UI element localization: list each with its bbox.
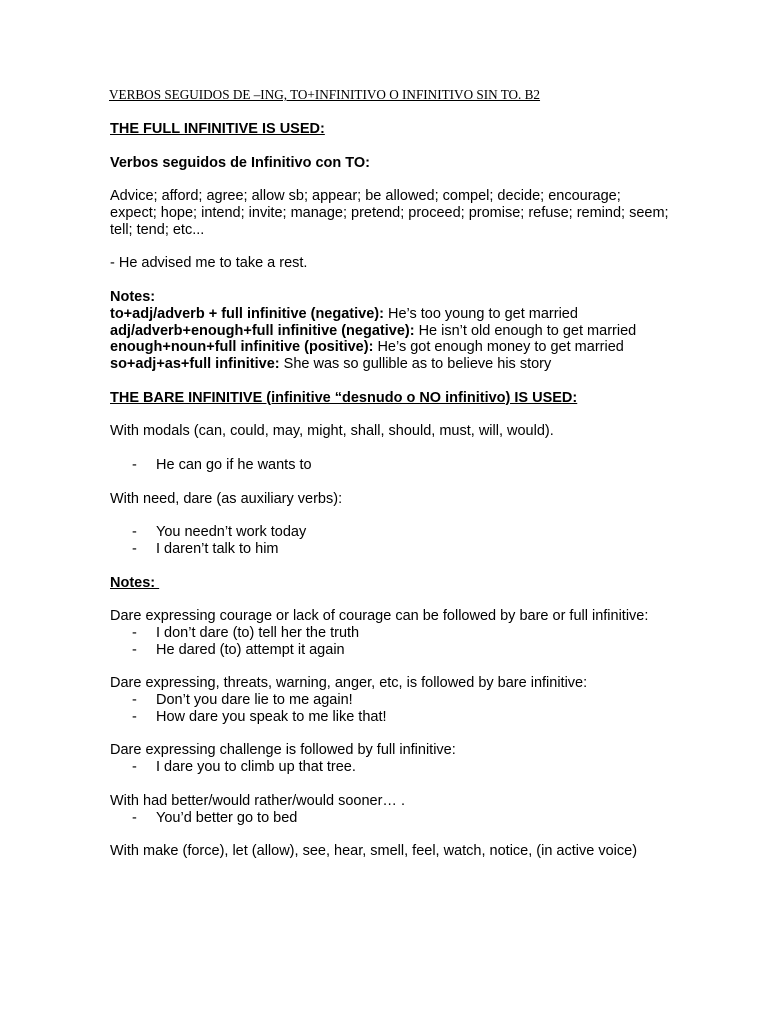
bullet-dash: - — [132, 624, 137, 641]
modals-examples — [110, 457, 670, 474]
note-line — [110, 339, 670, 356]
dare-challenge-examples — [110, 759, 670, 776]
list-item — [110, 524, 670, 541]
note-example: He’s got enough money to get married — [373, 339, 624, 356]
bare-notes-label: Notes: — [110, 574, 160, 591]
document-title: VERBOS SEGUIDOS DE –ING, TO+INFINITIVO O INFINITIVO SIN TO. B2 — [109, 87, 541, 102]
example-text: I dare you to climb up that tree. — [156, 759, 356, 776]
dare-threats-examples — [110, 692, 670, 726]
list-item — [110, 709, 670, 726]
had-better-text: With had better/would rather/would sooner… . — [110, 792, 405, 809]
example-text: You’d better go to bed — [156, 809, 298, 826]
note-rule: to+adj/adverb + full infinitive (negative): — [110, 305, 384, 322]
example-text: He can go if he wants to — [156, 456, 312, 473]
list-item — [110, 692, 670, 709]
bare-infinitive-heading: THE BARE INFINITIVE (infinitive “desnudo o NO infinitivo) IS USED: — [110, 389, 578, 406]
list-item — [110, 759, 670, 776]
note-example: He’s too young to get married — [383, 305, 578, 322]
document-body — [110, 121, 670, 860]
dare-challenge-text: Dare expressing challenge is followed by full infinitive: — [110, 742, 456, 759]
modals-text: With modals (can, could, may, might, shall, should, must, will, would). — [110, 423, 554, 440]
list-item — [110, 810, 670, 827]
bullet-dash: - — [132, 759, 137, 776]
note-line — [110, 306, 670, 323]
note-rule: enough+noun+full infinitive (positive): — [110, 339, 374, 356]
example-text: Don’t you dare lie to me again! — [156, 692, 353, 709]
full-infinitive-example: - He advised me to take a rest. — [110, 255, 308, 272]
dare-courage-text: Dare expressing courage or lack of courage can be followed by bare or full infinitive: — [110, 608, 649, 625]
example-text: I don’t dare (to) tell her the truth — [156, 624, 360, 641]
full-infinitive-notes-label: Notes: — [110, 288, 156, 305]
note-rule: so+adj+as+full infinitive: — [110, 356, 280, 373]
note-rule: adj/adverb+enough+full infinitive (negative): — [110, 322, 415, 339]
note-line — [110, 356, 670, 373]
list-item — [110, 541, 670, 558]
bullet-dash: - — [132, 809, 137, 826]
note-example: He isn’t old enough to get married — [414, 322, 637, 339]
full-infinitive-heading: THE FULL INFINITIVE IS USED: — [110, 121, 325, 137]
bullet-dash: - — [132, 692, 137, 709]
make-let-text: With make (force), let (allow), see, hear, smell, feel, watch, notice, (in active voice) — [110, 843, 638, 860]
bullet-dash: - — [132, 540, 137, 557]
dare-threats-text: Dare expressing, threats, warning, anger, etc, is followed by bare infinitive: — [110, 675, 588, 692]
list-item — [110, 625, 670, 642]
full-infinitive-subheading: Verbos seguidos de Infinitivo con TO: — [110, 154, 370, 171]
full-infinitive-verb-list: Advice; afford; agree; allow sb; appear; be allowed; compel; decide; encourage; expect; hope; intend; invite; manage; pretend; proceed; promise; refuse; remind; seem; tell; tend; etc... — [110, 188, 669, 238]
list-item — [110, 642, 670, 659]
note-line — [110, 323, 670, 340]
had-better-examples — [110, 810, 670, 827]
example-text: How dare you speak to me like that! — [156, 708, 387, 725]
note-example: She was so gullible as to believe his story — [279, 356, 552, 373]
example-text: He dared (to) attempt it again — [156, 641, 345, 658]
bullet-dash: - — [132, 641, 137, 658]
need-dare-examples — [110, 524, 670, 558]
list-item — [110, 457, 670, 474]
need-dare-text: With need, dare (as auxiliary verbs): — [110, 490, 343, 507]
example-text: I daren’t talk to him — [156, 540, 279, 557]
dare-courage-examples — [110, 625, 670, 659]
bullet-dash: - — [132, 456, 137, 473]
bullet-dash: - — [132, 524, 137, 541]
bullet-dash: - — [132, 708, 137, 725]
example-text: You needn’t work today — [156, 524, 307, 541]
